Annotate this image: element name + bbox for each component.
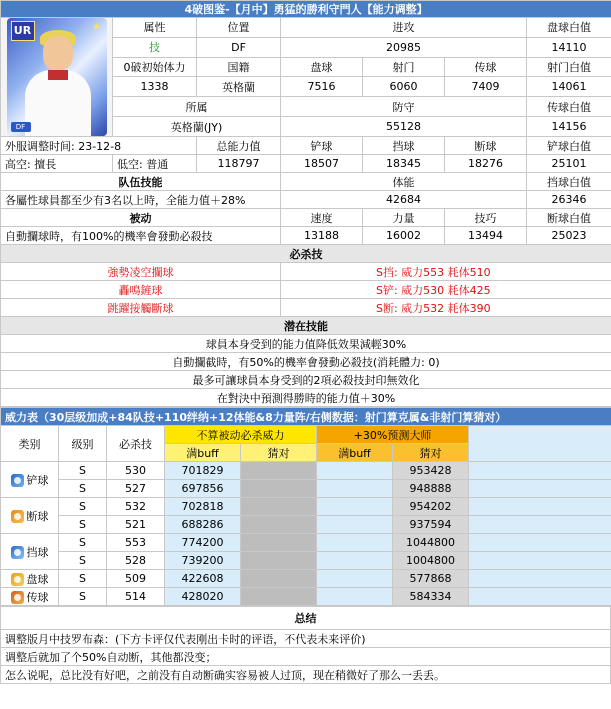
- label-dribble: 盘球: [281, 57, 363, 77]
- label-passive: 被动: [1, 209, 281, 227]
- label-team: 所属: [113, 97, 281, 117]
- latent-skill-line: 球員本身受到的能力值降低效果減輕30%: [1, 335, 611, 353]
- value-attack: 20985: [281, 37, 527, 57]
- predict-full-buff: [317, 516, 393, 534]
- value-speed: 13188: [281, 227, 363, 245]
- position-badge: DF: [11, 122, 31, 132]
- player-collar: [48, 70, 68, 80]
- special-skill-name: 跳躍接觸斷球: [1, 299, 281, 317]
- label-initial-stamina: 0破初始体力: [113, 57, 197, 77]
- block-icon: [11, 546, 24, 559]
- value-block-white: 26346: [527, 191, 611, 209]
- predict-full-buff: [317, 588, 393, 606]
- summary-line: 调整后就加了个50%自动断，其他都没变；: [1, 648, 611, 666]
- power-guess: [241, 480, 317, 498]
- extra-cell: [469, 480, 611, 498]
- value-total: 118797: [197, 155, 281, 173]
- pass-icon: [11, 591, 24, 604]
- label-attribute: 属性: [113, 18, 197, 38]
- group-no-passive: 不算被动必杀威力: [165, 426, 317, 444]
- power-table-banner: 威力表（30层级加成+84队技+110绊纳+12体能&8力量阵/右侧数据：射门算克属&非射门算猜对）: [1, 408, 611, 426]
- level-cell: S: [59, 480, 107, 498]
- predict-guess: 1044800: [393, 534, 469, 552]
- value-initial-stamina: 1338: [113, 77, 197, 97]
- category-label: 传球: [26, 590, 49, 604]
- tackle-icon: [11, 474, 24, 487]
- special-skill-name: 轟鳴鏟球: [1, 281, 281, 299]
- category-cell: [1, 462, 59, 498]
- extra-cell: [469, 552, 611, 570]
- label-shoot-white: 射门白值: [527, 57, 611, 77]
- power-full-buff: 697856: [165, 480, 241, 498]
- power-guess: [241, 462, 317, 480]
- special-skill-stat: S挡: 威力553 耗体510: [281, 263, 611, 281]
- predict-guess: 584334: [393, 588, 469, 606]
- card-portrait: [1, 18, 113, 137]
- skill-cell: 509: [107, 570, 165, 588]
- sub-guess: 猜对: [393, 444, 469, 462]
- skill-cell: 527: [107, 480, 165, 498]
- extra-cell: [469, 498, 611, 516]
- latent-skill-line: 在對決中預測得勝時的能力值＋30%: [1, 389, 611, 407]
- label-adjust-date: 外服调整时间: 23-12-8: [1, 137, 197, 155]
- special-skill-stat: S铲: 威力530 耗体425: [281, 281, 611, 299]
- category-label: 断球: [26, 509, 49, 523]
- value-technique: 13494: [445, 227, 527, 245]
- label-pass-white: 传球白值: [527, 97, 611, 117]
- value-tackle: 18507: [281, 155, 363, 173]
- skill-cell: 553: [107, 534, 165, 552]
- extra-cell: [469, 588, 611, 606]
- power-full-buff: 774200: [165, 534, 241, 552]
- sub-full-buff: 满buff: [317, 444, 393, 462]
- power-guess: [241, 534, 317, 552]
- category-cell: [1, 588, 59, 606]
- level-cell: S: [59, 588, 107, 606]
- sub-guess: 猜对: [241, 444, 317, 462]
- label-dribble-white: 盘球白值: [527, 18, 611, 38]
- predict-full-buff: [317, 570, 393, 588]
- value-low-ball: 低空: 普通: [113, 155, 197, 173]
- extra-cell: [469, 570, 611, 588]
- latent-skill-line: 自動攔截時，有50%的機率會發動必殺技(消耗體力: 0): [1, 353, 611, 371]
- category-label: 盘球: [26, 572, 49, 586]
- predict-guess: 948888: [393, 480, 469, 498]
- sub-full-buff: 满buff: [165, 444, 241, 462]
- latent-skill-header: 潜在技能: [1, 317, 611, 335]
- power-full-buff: 688286: [165, 516, 241, 534]
- value-dribble: 7516: [281, 77, 363, 97]
- value-dribble-white: 14110: [527, 37, 611, 57]
- label-total: 总能力值: [197, 137, 281, 155]
- skill-cell: 530: [107, 462, 165, 480]
- value-high-ball: 高空: 擅長: [1, 155, 113, 173]
- level-cell: S: [59, 462, 107, 480]
- level-cell: S: [59, 516, 107, 534]
- value-intercept-white: 25023: [527, 227, 611, 245]
- special-skill-stat: S断: 威力532 耗体390: [281, 299, 611, 317]
- power-guess: [241, 516, 317, 534]
- predict-guess: 1004800: [393, 552, 469, 570]
- power-full-buff: 428020: [165, 588, 241, 606]
- label-tackle-white: 铲球白值: [527, 137, 611, 155]
- predict-guess: 577868: [393, 570, 469, 588]
- value-shoot: 6060: [363, 77, 445, 97]
- power-guess: [241, 552, 317, 570]
- label-power: 力量: [363, 209, 445, 227]
- extra-cell: [469, 534, 611, 552]
- summary-table: [0, 606, 611, 684]
- col-level: 级别: [59, 426, 107, 462]
- value-nationality: 英格蘭: [197, 77, 281, 97]
- value-position: DF: [197, 37, 281, 57]
- label-intercept: 断球: [445, 137, 527, 155]
- skill-cell: 532: [107, 498, 165, 516]
- predict-guess: 953428: [393, 462, 469, 480]
- label-shoot: 射门: [363, 57, 445, 77]
- level-cell: S: [59, 498, 107, 516]
- label-attack: 进攻: [281, 18, 527, 38]
- latent-skill-line: 最多可讓球員本身受到的2項必殺技封印無效化: [1, 371, 611, 389]
- category-label: 铲球: [26, 473, 49, 487]
- skill-cell: 514: [107, 588, 165, 606]
- col-skill: 必杀技: [107, 426, 165, 462]
- power-table: [0, 407, 611, 606]
- value-defense: 55128: [281, 117, 527, 137]
- extra-cell: [469, 516, 611, 534]
- value-team-skill: 各屬性球員都至少有3名以上時，全能力值＋28%: [1, 191, 281, 209]
- power-full-buff: 422608: [165, 570, 241, 588]
- star-icon: ★: [92, 22, 101, 33]
- summary-header: 总结: [1, 607, 611, 630]
- predict-full-buff: [317, 552, 393, 570]
- label-speed: 速度: [281, 209, 363, 227]
- label-team-skill: 队伍技能: [1, 173, 281, 191]
- power-full-buff: 701829: [165, 462, 241, 480]
- special-skill-name: 強勢凌空攔球: [1, 263, 281, 281]
- value-pass-white: 14156: [527, 117, 611, 137]
- value-shoot-white: 14061: [527, 77, 611, 97]
- value-team: 英格蘭(JY): [113, 117, 281, 137]
- label-defense: 防守: [281, 97, 527, 117]
- value-tackle-white: 25101: [527, 155, 611, 173]
- predict-guess: 954202: [393, 498, 469, 516]
- skill-cell: 521: [107, 516, 165, 534]
- intercept-icon: [11, 510, 24, 523]
- label-pass: 传球: [445, 57, 527, 77]
- category-label: 挡球: [26, 545, 49, 559]
- level-cell: S: [59, 570, 107, 588]
- group-predict-master: +30%预测大师: [317, 426, 469, 444]
- dribble-icon: [11, 573, 24, 586]
- value-block: 18345: [363, 155, 445, 173]
- value-stamina: 42684: [281, 191, 527, 209]
- summary-line: 调整版月中技罗布森：(下方卡评仅代表刚出卡时的评语，不代表未来评价): [1, 630, 611, 648]
- label-nationality: 国籍: [197, 57, 281, 77]
- player-head: [43, 36, 73, 70]
- label-tackle: 铲球: [281, 137, 363, 155]
- label-stamina: 体能: [281, 173, 527, 191]
- value-intercept: 18276: [445, 155, 527, 173]
- predict-full-buff: [317, 498, 393, 516]
- label-technique: 技巧: [445, 209, 527, 227]
- power-full-buff: 702818: [165, 498, 241, 516]
- category-cell: [1, 570, 59, 588]
- extra-cell: [469, 462, 611, 480]
- summary-line: 怎么说呢，总比没有好吧，之前没有自动断确实容易被人过顶，现在稍微好了那么一丢丢。: [1, 666, 611, 684]
- level-cell: S: [59, 534, 107, 552]
- label-position: 位置: [197, 18, 281, 38]
- predict-full-buff: [317, 480, 393, 498]
- predict-full-buff: [317, 462, 393, 480]
- extra-column: [469, 426, 611, 462]
- value-passive: 自動攔球時，有100%的機率會發動必殺技: [1, 227, 281, 245]
- power-guess: [241, 588, 317, 606]
- label-block-white: 挡球白值: [527, 173, 611, 191]
- player-card-image: [7, 18, 107, 136]
- label-intercept-white: 断球白值: [527, 209, 611, 227]
- rarity-badge: UR: [11, 21, 35, 41]
- skill-cell: 528: [107, 552, 165, 570]
- col-category: 类别: [1, 426, 59, 462]
- value-power: 16002: [363, 227, 445, 245]
- value-pass: 7409: [445, 77, 527, 97]
- category-cell: [1, 498, 59, 534]
- value-attribute: 技: [113, 37, 197, 57]
- category-cell: [1, 534, 59, 570]
- predict-guess: 937594: [393, 516, 469, 534]
- power-guess: [241, 498, 317, 516]
- label-block: 挡球: [363, 137, 445, 155]
- power-guess: [241, 570, 317, 588]
- page-title: 4破图鉴-【月中】勇猛的勝利守門人【能力调整】: [1, 1, 611, 18]
- predict-full-buff: [317, 534, 393, 552]
- level-cell: S: [59, 552, 107, 570]
- power-full-buff: 739200: [165, 552, 241, 570]
- special-skill-header: 必杀技: [1, 245, 611, 263]
